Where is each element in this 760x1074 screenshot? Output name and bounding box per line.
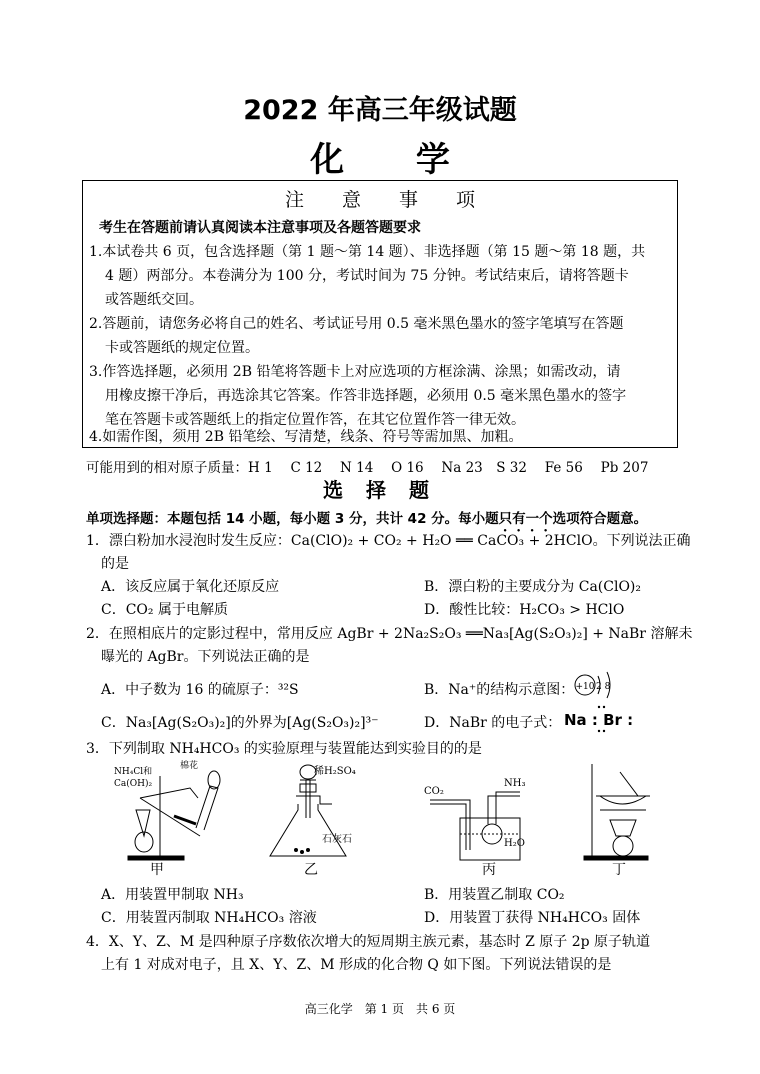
jia-label-2: Ca(OH)₂ bbox=[114, 779, 153, 789]
q2-stem-cont: 曝光的 AgBr。下列说法正确的是 bbox=[101, 649, 310, 665]
q1-option-d: D．酸性比较：H₂CO₃ > HClO bbox=[424, 602, 625, 618]
jia-label-3: 棉花 bbox=[180, 761, 199, 771]
yi-label-2: 石灰石 bbox=[322, 834, 352, 845]
ding-caption: 丁 bbox=[612, 862, 626, 878]
notice-line: 卡或答题纸的规定位置。 bbox=[105, 340, 259, 356]
nucleus-charge: +10 bbox=[575, 682, 595, 692]
notice-line: 笔在答题卡或答题纸上的指定位置作答，在其它位置作答一律无效。 bbox=[105, 412, 525, 428]
q1-option-b: B．漂白粉的主要成分为 Ca(ClO)₂ bbox=[424, 579, 641, 595]
q2-option-d: D．NaBr 的电子式： bbox=[424, 715, 562, 731]
q3-option-b: B．用装置乙制取 CO₂ bbox=[424, 887, 565, 903]
exam-title: 2022 年高三年级试题 bbox=[243, 95, 517, 126]
q3-option-c: C．用装置丙制取 NH₄HCO₃ 溶液 bbox=[101, 910, 317, 926]
section-title: 选 择 题 bbox=[323, 478, 437, 502]
q4-stem: 4．X、Y、Z、M 是四种原子序数依次增大的短周期主族元素，基态时 Z 原子 2p 原子轨道 bbox=[86, 934, 651, 950]
notice-line: 3.作答选择题，必须用 2B 铅笔将答题卡上对应选项的方框涂满、涂黑；如需改动，请 bbox=[89, 364, 621, 380]
q3-option-a: A．用装置甲制取 NH₃ bbox=[101, 887, 244, 903]
notice-line: 4 题）两部分。本卷满分为 100 分，考试时间为 75 分钟。考试结束后，请将答题卡 bbox=[105, 268, 629, 284]
yi-caption: 乙 bbox=[304, 862, 318, 878]
q1-option-a: A．该反应属于氧化还原反应 bbox=[101, 579, 280, 595]
apparatus-bing bbox=[430, 792, 520, 860]
instruction-emphasis: 只有一个 bbox=[498, 511, 553, 527]
q3-option-d: D．用装置丁获得 NH₄HCO₃ 固体 bbox=[424, 910, 641, 926]
atomic-masses: 可能用到的相对原子质量：H 1 C 12 N 14 O 16 Na 23 S 32 Fe 56 Pb 207 bbox=[86, 460, 649, 476]
electron-dots-icon bbox=[590, 704, 630, 734]
bing-caption: 丙 bbox=[482, 862, 496, 878]
notice-line: 1.本试卷共 6 页，包含选择题（第 1 题～第 14 题）、非选择题（第 15 题～第 18 题，共 bbox=[89, 244, 646, 260]
subject-title: 化 学 bbox=[310, 140, 480, 180]
bing-label-1: CO₂ bbox=[424, 786, 444, 797]
q3-stem: 3．下列制取 NH₄HCO₃ 的实验原理与装置能达到实验目的的是 bbox=[86, 741, 482, 757]
q4-stem-cont: 上有 1 对成对电子，且 X、Y、Z、M 形成的化合物 Q 如下图。下列说法错误的是 bbox=[101, 957, 612, 973]
q2-option-b: B．Na⁺的结构示意图： bbox=[424, 682, 575, 698]
q2-option-c: C．Na₃[Ag(S₂O₃)₂]的外界为[Ag(S₂O₃)₂]³⁻ bbox=[101, 715, 379, 731]
jia-label-1: NH₄Cl和 bbox=[114, 767, 153, 777]
apparatus-ding bbox=[584, 764, 650, 860]
nabr-electron-formula: Na : Br : bbox=[564, 711, 634, 729]
notice-line: 或答题纸交回。 bbox=[105, 292, 203, 308]
q1-option-c: C．CO₂ 属于电解质 bbox=[101, 602, 228, 618]
yi-label-1: 稀H₂SO₄ bbox=[314, 766, 356, 777]
notice-line: 用橡皮擦干净后，再选涂其它答案。作答非选择题，必须用 0.5 毫米黑色墨水的签字 bbox=[105, 388, 627, 404]
page-footer: 高三化学 第 1 页 共 6 页 bbox=[304, 1002, 456, 1016]
instruction-lead: 单项选择题：本题包括 14 小题，每小题 3 分，共计 42 分。每小题 bbox=[86, 511, 499, 527]
notice-line: 2.答题前，请您务必将自己的姓名、考试证号用 0.5 毫米黑色墨水的签字笔填写在答题 bbox=[89, 316, 624, 332]
jia-caption: 甲 bbox=[150, 862, 164, 878]
notice-subtitle: 考生在答题前请认真阅读本注意事项及各题答题要求 bbox=[99, 220, 421, 236]
notice-title: 注 意 事 项 bbox=[284, 189, 492, 211]
na-ion-structure-diagram bbox=[572, 664, 622, 706]
q2-stem: 2．在照相底片的定影过程中，常用反应 AgBr + 2Na₂S₂O₃ ══Na₃[Ag(S₂O₃)₂] + NaBr 溶解未 bbox=[86, 626, 693, 642]
q1-stem: 1．漂白粉加水浸泡时发生反应：Ca(ClO)₂ + CO₂ + H₂O ══ CaCO₃ + 2HClO。下列说法正确 bbox=[86, 533, 691, 549]
q1-stem-cont: 的是 bbox=[101, 556, 129, 572]
q3-apparatus-figure bbox=[100, 758, 680, 880]
electron-shells: 2 8 bbox=[596, 682, 611, 692]
bing-label-3: H₂O bbox=[504, 838, 525, 849]
instruction-tail: 选项符合题意。 bbox=[552, 511, 648, 527]
notice-line: 4.如需作图，须用 2B 铅笔绘、写清楚，线条、符号等需加黑、加粗。 bbox=[89, 429, 523, 445]
bing-label-2: NH₃ bbox=[504, 778, 526, 789]
q2-option-a: A．中子数为 16 的硫原子：³²S bbox=[101, 682, 299, 698]
notice-box bbox=[82, 180, 678, 448]
